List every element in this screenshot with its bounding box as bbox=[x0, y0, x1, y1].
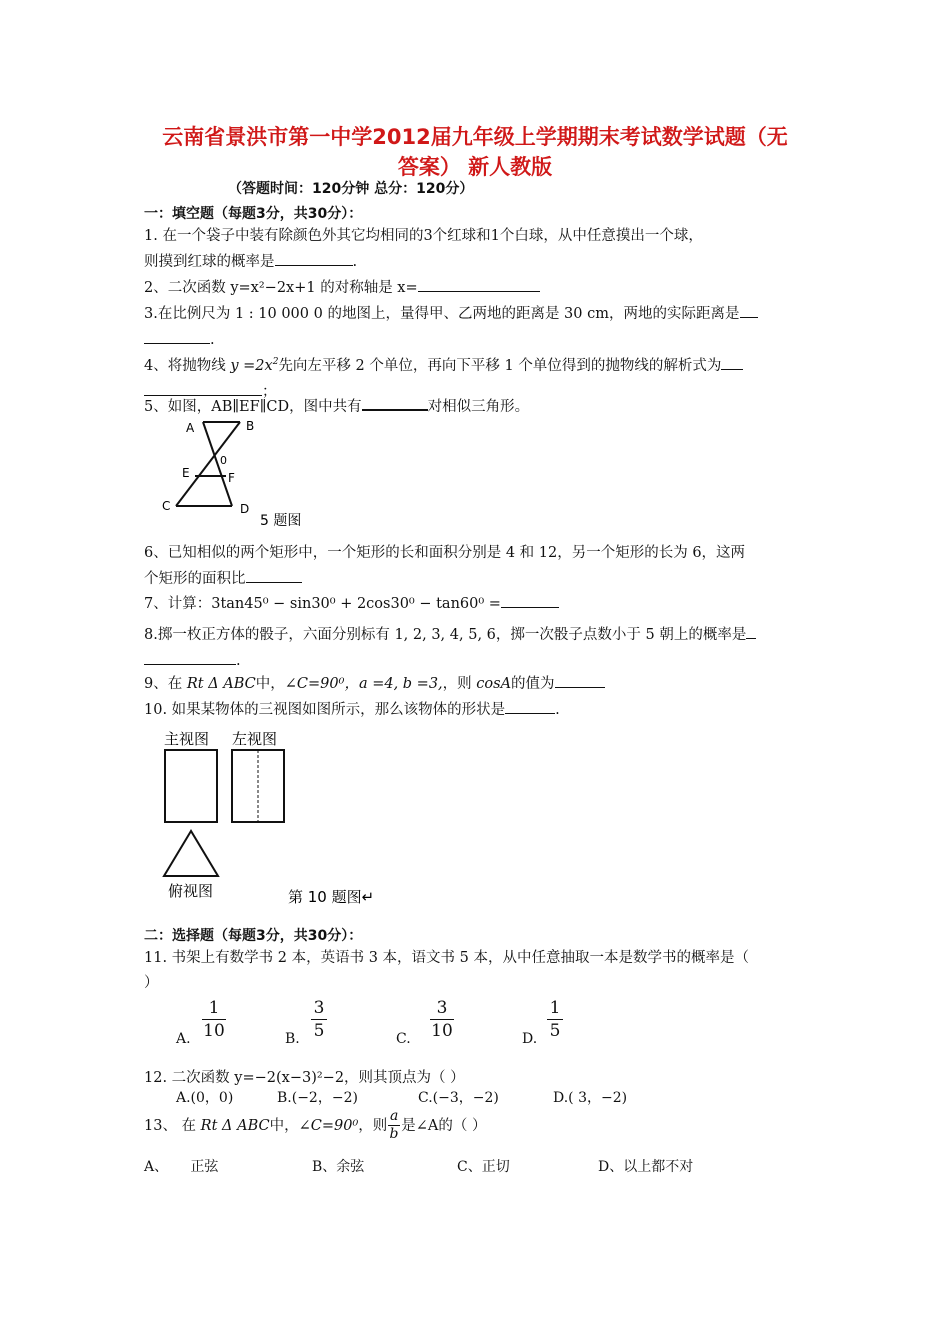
question-2-text: 2、二次函数 y=x²−2x+1 的对称轴是 x= bbox=[144, 280, 418, 296]
triangle-rt-abc: Rt Δ ABC bbox=[186, 676, 256, 692]
question-13 bbox=[144, 1114, 812, 1139]
question-7 bbox=[144, 591, 812, 617]
label-c: C bbox=[162, 499, 171, 513]
question-4-line-1 bbox=[144, 350, 812, 379]
answer-blank-6[interactable] bbox=[246, 566, 302, 583]
fraction-numerator-a: a bbox=[390, 1108, 399, 1124]
option-a-numerator: 1 bbox=[202, 997, 226, 1020]
question-3-line-1 bbox=[144, 301, 812, 327]
question-13-text: 是∠A的（ ） bbox=[401, 1118, 487, 1134]
question-6-text: 个矩形的面积比 bbox=[144, 571, 246, 587]
option-d-label[interactable]: D. bbox=[522, 1031, 538, 1047]
label-d: D bbox=[240, 502, 250, 516]
triangle-rt-abc-13: Rt Δ ABC bbox=[200, 1118, 270, 1134]
option-c-label[interactable]: C. bbox=[396, 1031, 411, 1047]
label-f: F bbox=[228, 471, 235, 485]
q13-option-b[interactable]: B、余弦 bbox=[312, 1159, 365, 1175]
q13-option-c[interactable]: C、正切 bbox=[457, 1159, 510, 1175]
q12-option-d[interactable]: D.( 3，−2) bbox=[553, 1090, 628, 1106]
option-d-denominator: 5 bbox=[549, 1021, 561, 1041]
answer-blank-7[interactable] bbox=[501, 591, 559, 608]
question-13-then: ，则 bbox=[358, 1118, 388, 1134]
option-c-denominator: 10 bbox=[431, 1021, 453, 1041]
answer-blank-2[interactable] bbox=[418, 275, 540, 292]
q12-option-a[interactable]: A.(0，0) bbox=[176, 1090, 234, 1106]
question-3 bbox=[144, 301, 812, 353]
question-1-line-1: 1. 在一个袋子中装有除颜色外其它均相同的3个红球和1个白球，从中任意摸出一个球， bbox=[144, 228, 703, 244]
label-b: B bbox=[246, 419, 255, 433]
option-b-fraction bbox=[311, 997, 327, 1042]
answer-blank-3b[interactable] bbox=[144, 327, 210, 344]
question-6-line-2 bbox=[144, 566, 812, 592]
option-c-fraction bbox=[430, 997, 454, 1042]
answer-blank-3a[interactable] bbox=[740, 301, 758, 318]
option-b-label[interactable]: B. bbox=[285, 1031, 300, 1047]
question-10-text: 10. 如果某物体的三视图如图所示，那么该物体的形状是 bbox=[144, 702, 506, 718]
question-8-text: 8.掷一枚正方体的骰子，六面分别标有 1, 2, 3, 4, 5, 6，掷一次骰子点数小于 5 朝上的概率是 bbox=[144, 627, 747, 643]
question-7-prefix: 7、计算： bbox=[144, 596, 212, 612]
answer-blank-8b[interactable] bbox=[144, 648, 236, 665]
question-8 bbox=[144, 622, 812, 674]
label-o: 0 bbox=[220, 454, 227, 467]
q12-option-c[interactable]: C.(−3，−2) bbox=[418, 1090, 499, 1106]
section-2-heading: 二：选择题（每题3分，共30分）： bbox=[144, 928, 363, 944]
figure-5-similar-triangles bbox=[158, 416, 318, 528]
question-2 bbox=[144, 275, 812, 301]
question-4-end: ； bbox=[262, 384, 277, 400]
question-1-text: 则摸到红球的概率是 bbox=[144, 254, 275, 270]
answer-blank-10[interactable] bbox=[505, 697, 555, 714]
option-d-fraction bbox=[547, 997, 563, 1042]
option-b-denominator: 5 bbox=[313, 1021, 325, 1041]
answer-blank-4a[interactable] bbox=[721, 353, 743, 370]
option-d-numerator: 1 bbox=[547, 997, 563, 1020]
question-13-condition: ∠C=90⁰ bbox=[298, 1118, 359, 1134]
question-13-prefix: 13、 在 bbox=[144, 1118, 197, 1134]
exam-subtitle: （答题时间：120分钟 总分：120分） bbox=[228, 181, 474, 197]
fraction-denominator-b: b bbox=[389, 1126, 399, 1142]
label-e: E bbox=[182, 466, 190, 480]
question-5-text: 对相似三角形。 bbox=[427, 399, 530, 415]
answer-blank-9[interactable] bbox=[555, 671, 605, 688]
q13-option-a[interactable]: A、 正弦 bbox=[144, 1159, 219, 1175]
question-8-end: . bbox=[236, 653, 241, 669]
q13-option-d[interactable]: D、以上都不对 bbox=[598, 1159, 694, 1175]
front-view-rectangle bbox=[165, 750, 217, 822]
question-9-post: ，则 bbox=[442, 676, 472, 692]
option-a-label[interactable]: A. bbox=[176, 1031, 191, 1047]
top-view-label: 俯视图 bbox=[168, 882, 214, 900]
figure-10-three-views bbox=[158, 728, 388, 908]
left-view-label: 左视图 bbox=[232, 730, 278, 748]
question-11 bbox=[144, 946, 812, 996]
parabola-formula: $y =2x^2$ bbox=[230, 357, 279, 374]
option-a-fraction bbox=[202, 997, 226, 1042]
question-5-prefix: 5、如图，AB∥EF∥CD，图中共有 bbox=[144, 399, 362, 415]
title-line-2: 答案） 新人教版 bbox=[397, 155, 553, 179]
option-c-numerator: 3 bbox=[430, 997, 454, 1020]
question-6 bbox=[144, 541, 812, 592]
question-1-end: . bbox=[352, 254, 358, 270]
title-line-1: 云南省景洪市第一中学2012届九年级上学期期末考试数学试题（无 bbox=[162, 125, 788, 149]
option-a-denominator: 10 bbox=[203, 1021, 225, 1041]
question-12: 12. 二次函数 y=−2(x−3)²−2，则其顶点为（ ） bbox=[144, 1070, 465, 1086]
label-a: A bbox=[186, 421, 195, 435]
question-9-condition: ∠C=90⁰，a =4, b =3, bbox=[284, 676, 443, 692]
option-b-numerator: 3 bbox=[311, 997, 327, 1020]
section-1-heading: 一：填空题（每题3分，共30分）： bbox=[144, 206, 363, 222]
question-8-line-1 bbox=[144, 622, 812, 648]
figure-10-caption: 第 10 题图↵ bbox=[288, 888, 375, 906]
question-9-end: 的值为 bbox=[511, 676, 555, 692]
question-6-line-1: 6、已知相似的两个矩形中，一个矩形的长和面积分别是 4 和 12，另一个矩形的长为 6，这两 bbox=[144, 545, 746, 561]
question-11-line-1: 11. 书架上有数学书 2 本，英语书 3 本，语文书 5 本，从中任意抽取一本是数学书的概率是（ bbox=[144, 950, 749, 966]
figure-5-caption: 5 题图 bbox=[260, 513, 302, 528]
question-10 bbox=[144, 697, 812, 723]
question-7-expression: 3tan45⁰ − sin30⁰ + 2cos30⁰ − tan60⁰ = bbox=[211, 596, 501, 612]
question-9 bbox=[144, 671, 812, 697]
answer-blank-1[interactable] bbox=[275, 249, 353, 266]
question-1 bbox=[144, 224, 812, 275]
answer-blank-5[interactable] bbox=[362, 393, 428, 411]
question-9-prefix: 9、在 bbox=[144, 676, 183, 692]
question-1-line-2 bbox=[144, 249, 812, 275]
question-3-text: 3.在比例尺为 1 : 10 000 0 的地图上，量得甲、乙两地的距离是 30 cm，两地的实际距离是 bbox=[144, 306, 740, 322]
question-13-mid: 中， bbox=[269, 1118, 299, 1134]
question-3-end: . bbox=[210, 332, 215, 348]
question-4-prefix: 4、将抛物线 bbox=[144, 358, 226, 374]
q12-option-b[interactable]: B.(−2，−2) bbox=[277, 1090, 358, 1106]
fraction-a-over-b bbox=[388, 1108, 400, 1143]
question-11-line-2: ） bbox=[144, 975, 159, 991]
question-4-text: 先向左平移 2 个单位，再向下平移 1 个单位得到的抛物线的解析式为 bbox=[278, 358, 722, 374]
front-view-label: 主视图 bbox=[164, 730, 210, 748]
question-9-mid: 中， bbox=[255, 676, 285, 692]
top-view-triangle bbox=[164, 831, 218, 876]
question-10-end: . bbox=[555, 702, 560, 718]
cos-a: cosA bbox=[476, 676, 512, 692]
document-title bbox=[120, 122, 830, 182]
answer-blank-8a[interactable] bbox=[746, 622, 756, 639]
